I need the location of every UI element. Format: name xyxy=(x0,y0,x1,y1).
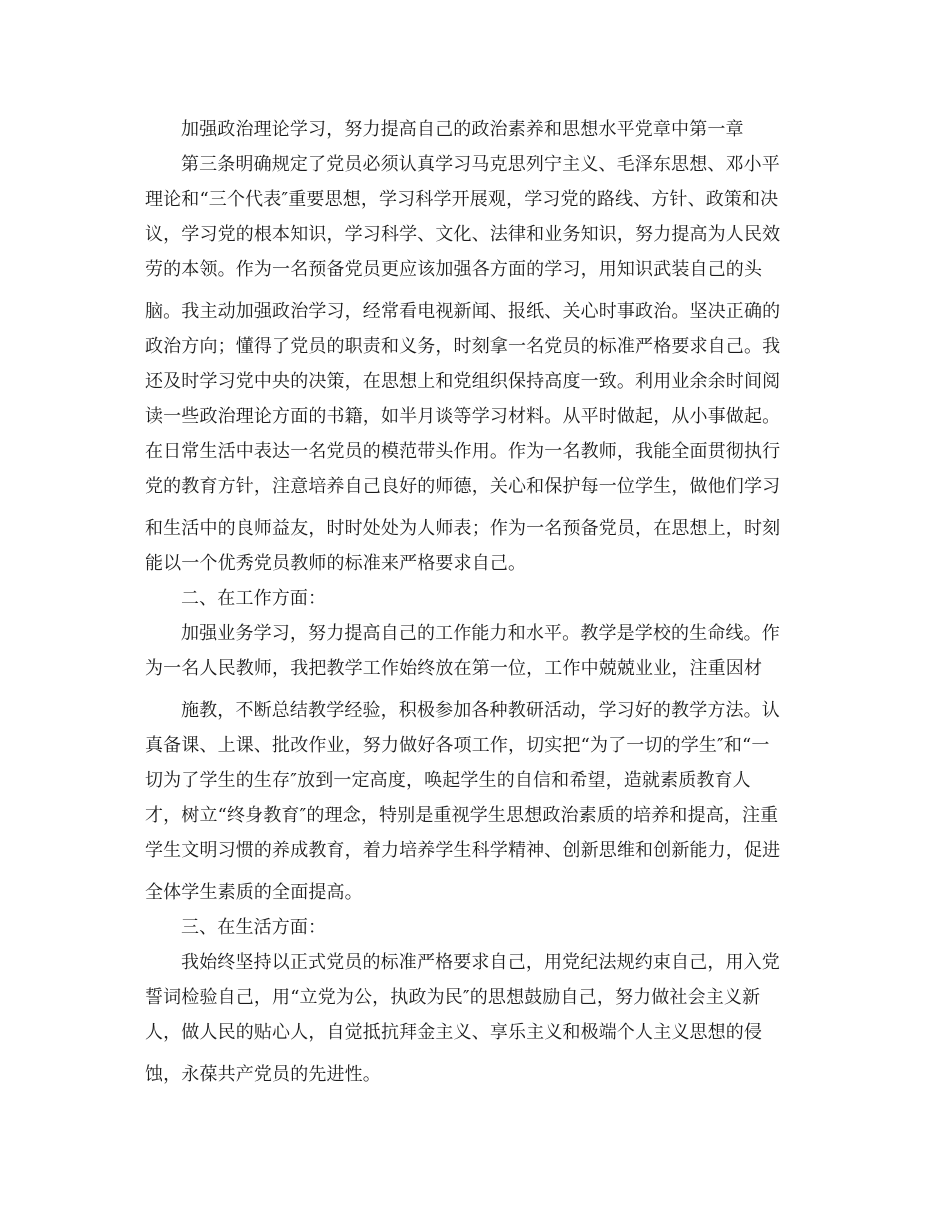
text-line: 和生活中的良师益友，时时处处为人师表；作为一名预备党员，在思想上，时刻 xyxy=(145,518,781,539)
text-line: 为一名人民教师，我把教学工作始终放在第一位，工作中兢兢业业，注重因材 xyxy=(145,658,763,679)
text-line: 蚀，永葆共产党员的先进性。 xyxy=(145,1064,381,1085)
text-line: 真备课、上课、批改作业，努力做好各项工作，切实把“为了一切的学生″和“一 xyxy=(145,735,770,756)
text-line: 人，做人民的贴心人，自觉抵抗拜金主义、享乐主义和极端个人主义思想的侵 xyxy=(145,1022,763,1043)
text-line: 在日常生活中表达一名党员的模范带头作用。作为一名教师，我能全面贯彻执行 xyxy=(145,441,781,462)
text-line: 脑。我主动加强政治学习，经常看电视新闻、报纸、关心时事政治。坚决正确的 xyxy=(145,301,781,322)
text-line: 还及时学习党中央的决策，在思想上和党组织保持高度一致。利用业余余时间阅 xyxy=(145,371,781,392)
text-line: 加强政治理论学习，努力提高自己的政治素养和思想水平党章中第一章 xyxy=(181,119,744,140)
section-heading: 三、在生活方面： xyxy=(181,917,327,938)
text-line: 加强业务学习，努力提高自己的工作能力和水平。教学是学校的生命线。作 xyxy=(181,623,780,644)
text-line: 理论和“三个代表″重要思想，学习科学开展观，学习党的路线、方针、政策和决 xyxy=(145,189,779,210)
section-heading: 二、在工作方面： xyxy=(181,588,327,609)
text-line: 劳的本领。作为一名预备党员更应该加强各方面的学习，用知识武装自己的头 xyxy=(145,259,763,280)
text-line: 全体学生素质的全面提高。 xyxy=(145,882,363,903)
text-line: 誓词检验自己，用“立党为公，执政为民″的思想鼓励自己，努力做社会主义新 xyxy=(145,987,761,1008)
text-line: 切为了学生的生存″放到一定高度，唤起学生的自信和希望，造就素质教育人 xyxy=(145,770,751,791)
text-line: 政治方向；懂得了党员的职责和义务，时刻拿一名党员的标准严格要求自己。我 xyxy=(145,336,781,357)
text-line: 学生文明习惯的养成教育，着力培养学生科学精神、创新思维和创新能力，促进 xyxy=(145,840,781,861)
text-line: 第三条明确规定了党员必须认真学习马克思列宁主义、毛泽东思想、邓小平 xyxy=(181,154,780,175)
text-line: 读一些政治理论方面的书籍，如半月谈等学习材料。从平时做起，从小事做起。 xyxy=(145,406,781,427)
text-line: 我始终坚持以正式党员的标准严格要求自己，用党纪法规约束自己，用入党 xyxy=(181,952,780,973)
text-line: 才，树立“终身教育″的理念，特别是重视学生思想政治素质的培养和提高，注重 xyxy=(145,805,779,826)
text-line: 施教，不断总结教学经验，积极参加各种教研活动，学习好的教学方法。认 xyxy=(181,700,780,721)
text-line: 党的教育方针，注意培养自己良好的师德，关心和保护每一位学生，做他们学习 xyxy=(145,476,781,497)
text-line: 能以一个优秀党员教师的标准来严格要求自己。 xyxy=(145,553,527,574)
text-line: 议，学习党的根本知识，学习科学、文化、法律和业务知识，努力提高为人民效 xyxy=(145,224,781,245)
